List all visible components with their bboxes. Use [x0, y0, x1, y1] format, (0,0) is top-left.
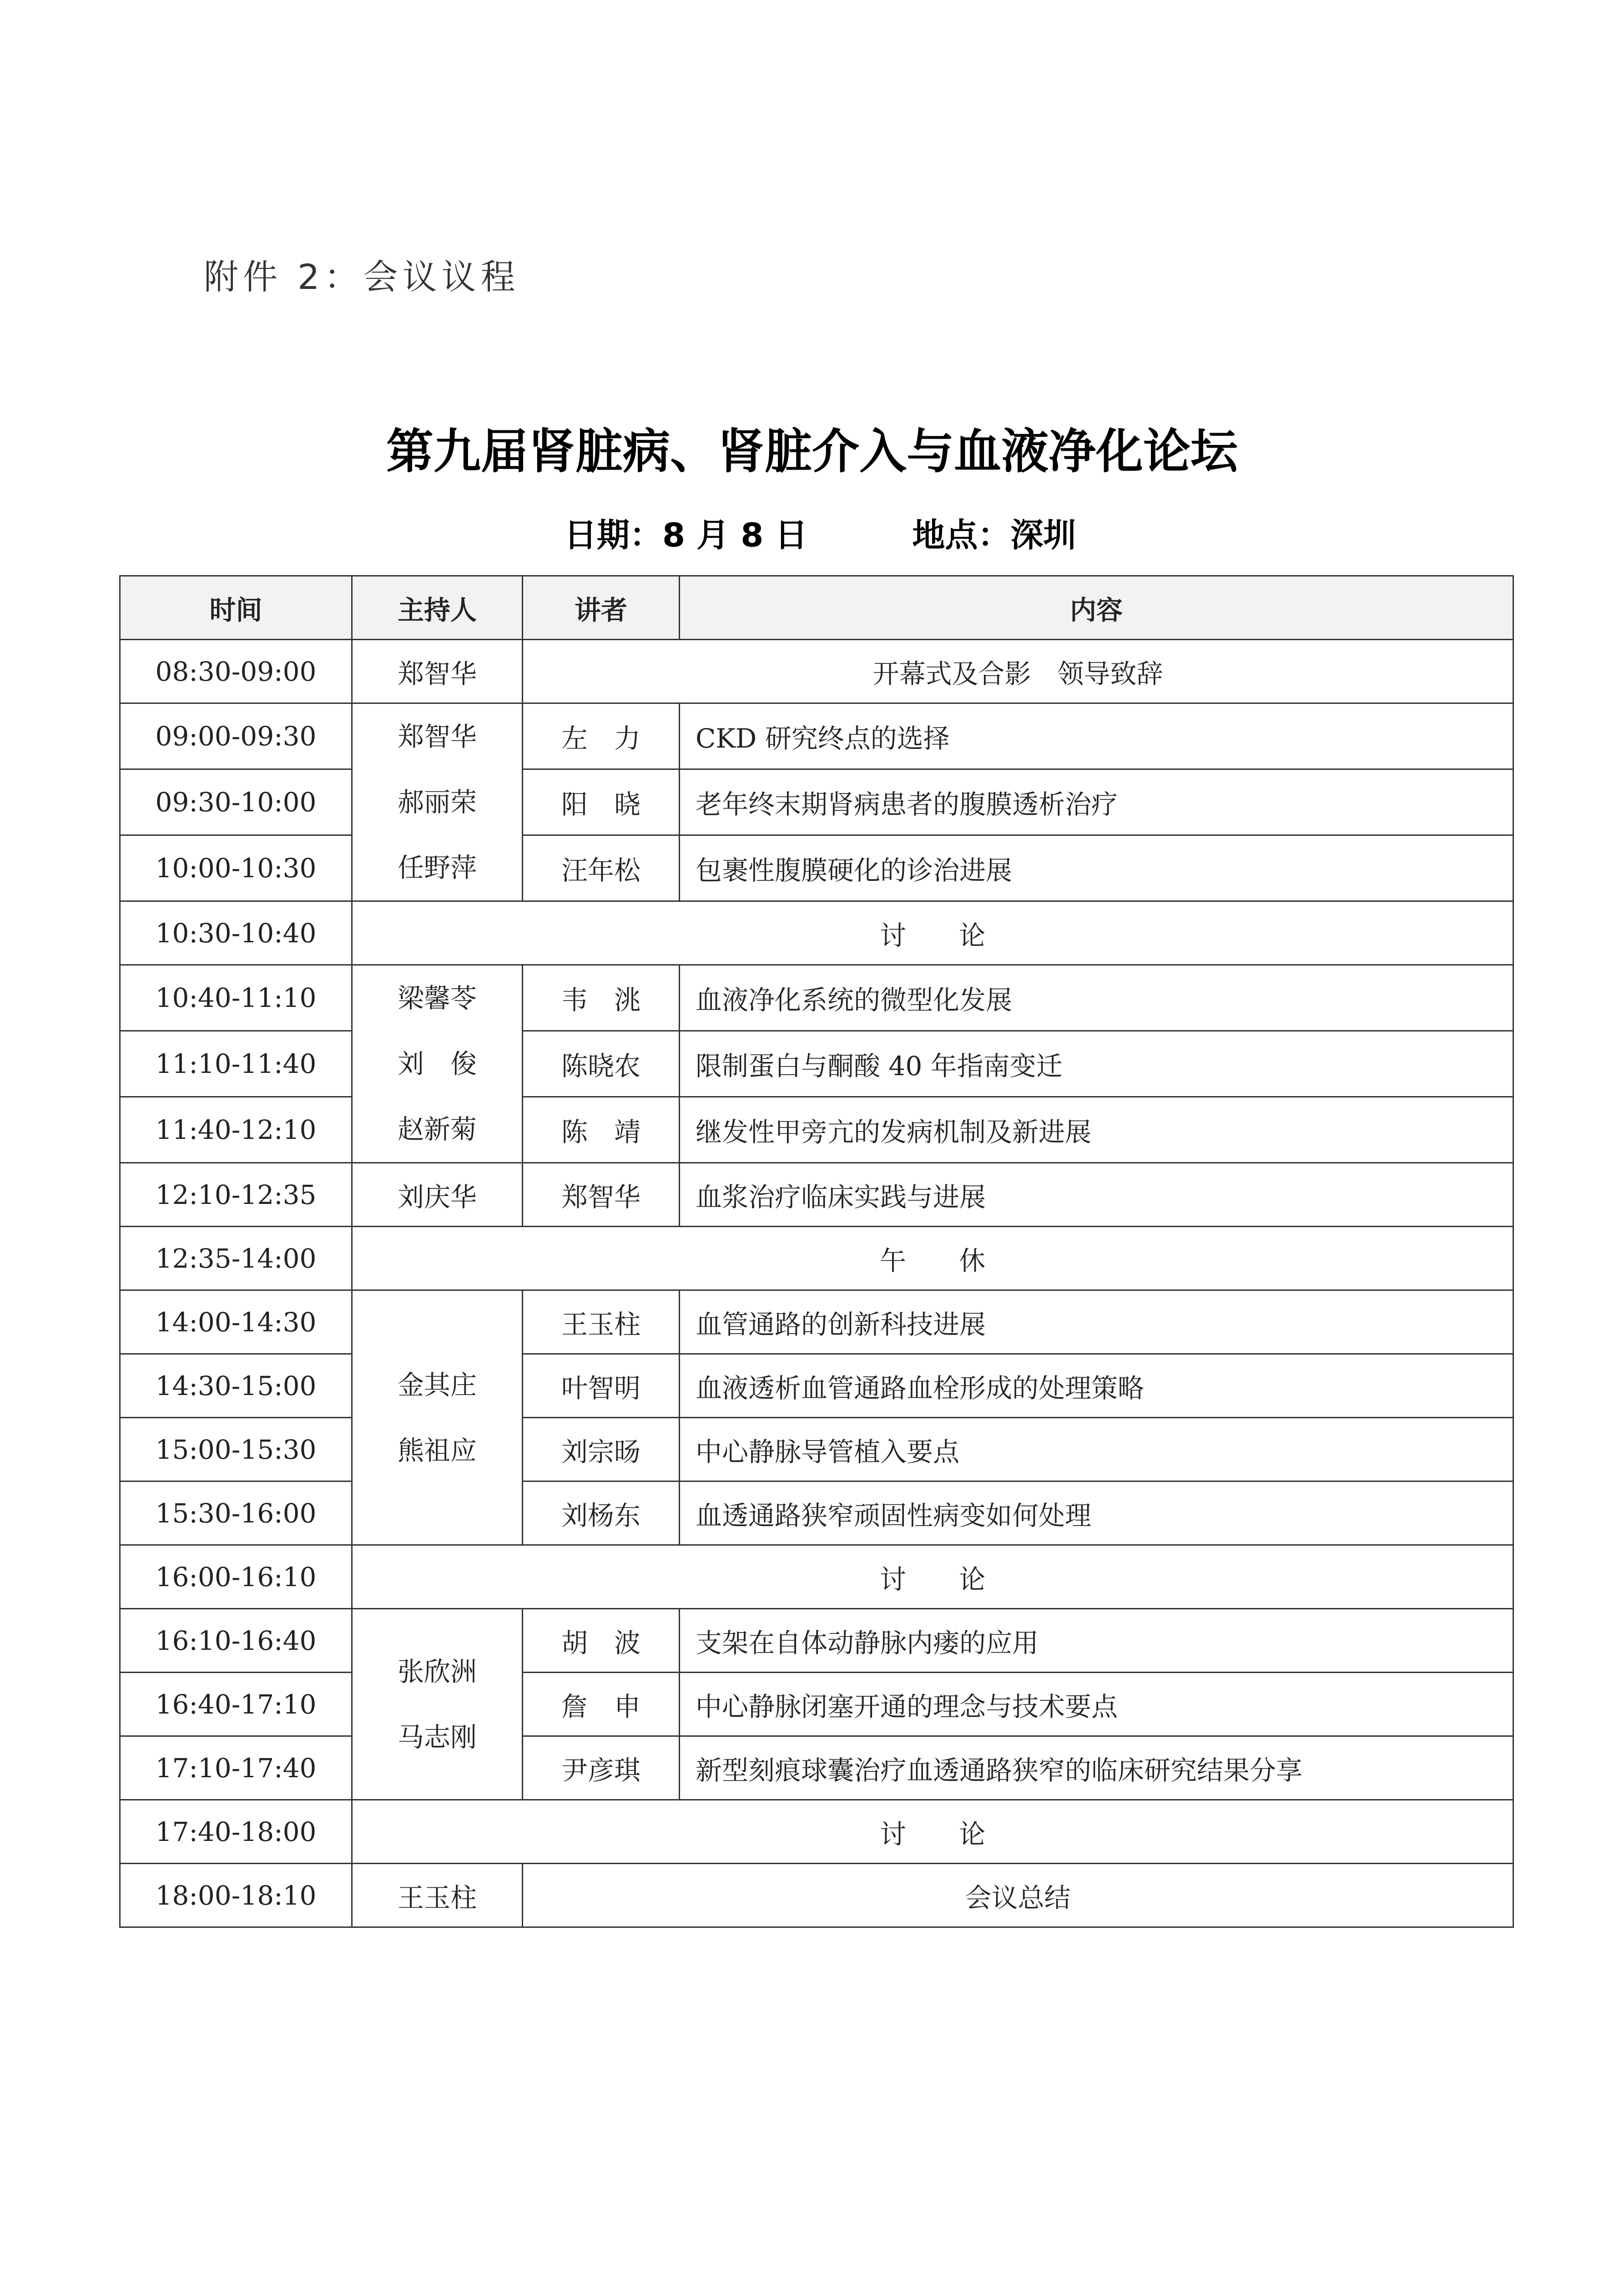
topic-cell: 中心静脉导管植入要点 [680, 1418, 1513, 1481]
time-cell: 11:10-11:40 [120, 1031, 352, 1097]
attachment-label: 附件 2：会议议程 [204, 257, 520, 297]
table-row [120, 1290, 1513, 1354]
table-row [120, 1097, 1513, 1163]
table-row [120, 1418, 1513, 1481]
topic-cell: 血液净化系统的微型化发展 [680, 965, 1513, 1031]
topic-cell: 血透通路狭窄顽固性病变如何处理 [680, 1481, 1513, 1545]
table-row [120, 703, 1513, 769]
speaker-cell: 胡 波 [523, 1609, 680, 1673]
topic-cell: 老年终末期肾病患者的腹膜透析治疗 [680, 769, 1513, 835]
time-cell: 10:00-10:30 [120, 835, 352, 901]
time-cell: 17:40-18:00 [120, 1800, 352, 1864]
time-cell: 12:35-14:00 [120, 1227, 352, 1290]
break-cell: 讨 论 [352, 1545, 1513, 1609]
topic-cell: 继发性甲旁亢的发病机制及新进展 [680, 1097, 1513, 1163]
speaker-cell: 刘宗旸 [523, 1418, 680, 1481]
host-name: 刘 俊 [397, 1048, 477, 1079]
host-name: 张欣洲 [397, 1656, 477, 1687]
speaker-cell: 陈 靖 [523, 1097, 680, 1163]
speaker-cell: 叶智明 [523, 1354, 680, 1418]
table-header-row [120, 576, 1513, 640]
host-name: 郑智华 [397, 721, 477, 752]
meeting-location: 地点：深圳 [912, 516, 1076, 554]
host-group-cell [352, 703, 523, 901]
table-row [120, 1481, 1513, 1545]
table-row [120, 965, 1513, 1031]
topic-cell: 包裹性腹膜硬化的诊治进展 [680, 835, 1513, 901]
topic-cell: 血管通路的创新科技进展 [680, 1290, 1513, 1354]
time-cell: 12:10-12:35 [120, 1163, 352, 1227]
table-row [120, 1031, 1513, 1097]
time-cell: 11:40-12:10 [120, 1097, 352, 1163]
time-cell: 14:00-14:30 [120, 1290, 352, 1354]
table-row [120, 640, 1513, 703]
time-cell: 08:30-09:00 [120, 640, 352, 703]
host-name: 赵新菊 [397, 1114, 477, 1145]
table-row [120, 1673, 1513, 1736]
topic-cell: 限制蛋白与酮酸 40 年指南变迁 [680, 1031, 1513, 1097]
speaker-cell: 阳 晓 [523, 769, 680, 835]
time-cell: 10:40-11:10 [120, 965, 352, 1031]
session-title-cell: 开幕式及合影 领导致辞 [523, 640, 1513, 703]
host-name: 熊祖应 [397, 1435, 477, 1466]
speaker-cell: 陈晓农 [523, 1031, 680, 1097]
time-cell: 16:00-16:10 [120, 1545, 352, 1609]
meeting-info [564, 509, 1076, 556]
speaker-cell: 詹 申 [523, 1673, 680, 1736]
break-cell: 午 休 [352, 1227, 1513, 1290]
table-row [120, 1864, 1513, 1927]
header-host: 主持人 [352, 576, 523, 640]
table-row [120, 1163, 1513, 1227]
session-title-cell: 会议总结 [523, 1864, 1513, 1927]
break-cell: 讨 论 [352, 1800, 1513, 1864]
table-row [120, 1609, 1513, 1673]
host-name: 梁馨苓 [397, 983, 477, 1014]
topic-cell: 中心静脉闭塞开通的理念与技术要点 [680, 1673, 1513, 1736]
table-row [120, 769, 1513, 835]
table-row [120, 1545, 1513, 1609]
topic-cell: 支架在自体动静脉内瘘的应用 [680, 1609, 1513, 1673]
time-cell: 16:10-16:40 [120, 1609, 352, 1673]
time-cell: 14:30-15:00 [120, 1354, 352, 1418]
time-cell: 10:30-10:40 [120, 901, 352, 965]
host-name: 马志刚 [397, 1721, 477, 1753]
time-cell: 17:10-17:40 [120, 1736, 352, 1800]
host-group-cell [352, 965, 523, 1163]
page-title: 第九届肾脏病、肾脏介入与血液净化论坛 [386, 424, 1238, 479]
header-time: 时间 [120, 576, 352, 640]
time-cell: 16:40-17:10 [120, 1673, 352, 1736]
host-cell: 刘庆华 [352, 1163, 523, 1227]
speaker-cell: 韦 洮 [523, 965, 680, 1031]
time-cell: 09:00-09:30 [120, 703, 352, 769]
host-cell: 王玉柱 [352, 1864, 523, 1927]
table-row [120, 1354, 1513, 1418]
time-cell: 18:00-18:10 [120, 1864, 352, 1927]
speaker-cell: 汪年松 [523, 835, 680, 901]
table-row [120, 1800, 1513, 1864]
topic-cell: 血液透析血管通路血栓形成的处理策略 [680, 1354, 1513, 1418]
topic-cell: 血浆治疗临床实践与进展 [680, 1163, 1513, 1227]
agenda-table [119, 575, 1514, 1928]
break-cell: 讨 论 [352, 901, 1513, 965]
speaker-cell: 尹彦琪 [523, 1736, 680, 1800]
header-speaker: 讲者 [523, 576, 680, 640]
topic-cell: 新型刻痕球囊治疗血透通路狭窄的临床研究结果分享 [680, 1736, 1513, 1800]
topic-cell: CKD 研究终点的选择 [680, 703, 1513, 769]
speaker-cell: 左 力 [523, 703, 680, 769]
table-row [120, 1227, 1513, 1290]
host-name: 金其庄 [397, 1369, 477, 1400]
speaker-cell: 刘杨东 [523, 1481, 680, 1545]
table-row [120, 1736, 1513, 1800]
host-cell: 郑智华 [352, 640, 523, 703]
table-row [120, 901, 1513, 965]
host-name: 郝丽荣 [397, 787, 477, 818]
header-content: 内容 [680, 576, 1513, 640]
time-cell: 15:30-16:00 [120, 1481, 352, 1545]
host-group-cell [352, 1290, 523, 1545]
speaker-cell: 郑智华 [523, 1163, 680, 1227]
host-group-cell [352, 1609, 523, 1800]
meeting-date: 日期：8 月 8 日 [564, 516, 808, 554]
speaker-cell: 王玉柱 [523, 1290, 680, 1354]
host-name: 任野萍 [397, 852, 477, 883]
time-cell: 15:00-15:30 [120, 1418, 352, 1481]
time-cell: 09:30-10:00 [120, 769, 352, 835]
table-row [120, 835, 1513, 901]
